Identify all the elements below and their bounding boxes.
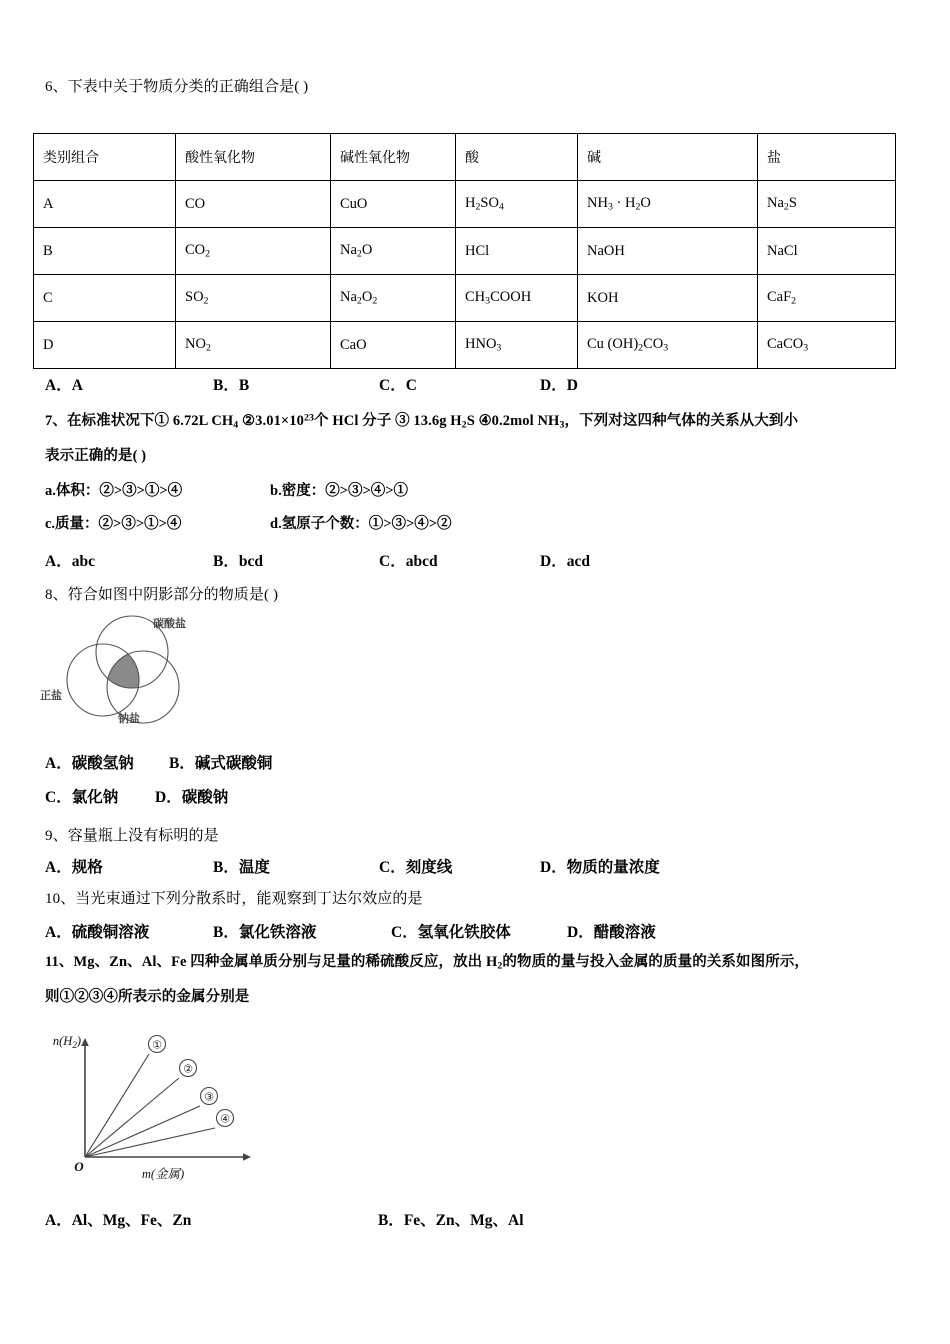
cell-acid: $HNO_3$ bbox=[456, 322, 578, 369]
origin-label: O bbox=[74, 1159, 84, 1174]
question-11-stem-line2: 则①②③④所表示的金属分别是 bbox=[45, 989, 250, 1005]
option-c[interactable]: C．abcd bbox=[379, 553, 438, 570]
option-c[interactable]: C．C bbox=[379, 377, 417, 394]
option-d[interactable]: D．D bbox=[540, 377, 578, 394]
option-b[interactable]: B．碱式碳酸铜 bbox=[169, 755, 273, 772]
table-header-cell: 碱性氧化物 bbox=[331, 134, 456, 181]
row-label: A bbox=[34, 181, 176, 228]
table-row bbox=[34, 181, 896, 228]
x-axis-label: m(金属) bbox=[141, 1167, 185, 1181]
option-a[interactable]: A．规格 bbox=[45, 859, 103, 876]
option-a[interactable]: A．硫酸铜溶液 bbox=[45, 924, 150, 941]
option-d[interactable]: D．acd bbox=[540, 553, 590, 570]
row-label: B bbox=[34, 228, 176, 275]
cell-base-oxide: $Na_2O$ bbox=[331, 228, 456, 275]
cell-base: Cu $(OH)_2CO_3$ bbox=[578, 322, 758, 369]
cell-salt: CaCO$_3$ bbox=[758, 322, 896, 369]
cell-acid: $H_2SO_4$ bbox=[456, 181, 578, 228]
y-axis-label: $n(H_2)$ bbox=[52, 1034, 81, 1050]
venn-label-sodium-salt: 钠盐 bbox=[118, 712, 140, 725]
cell-base-oxide: CuO bbox=[331, 181, 456, 228]
substance-classification-table bbox=[33, 133, 896, 369]
series-label-4: ④ bbox=[220, 1112, 230, 1126]
cell-acid-oxide: $SO_2$ bbox=[176, 275, 331, 322]
option-b[interactable]: B．氯化铁溶液 bbox=[213, 924, 317, 941]
option-a[interactable]: A．abc bbox=[45, 553, 95, 570]
table-header-cell: 类别组合 bbox=[34, 134, 176, 181]
cell-salt: CaF$_2$ bbox=[758, 275, 896, 322]
series-line-4 bbox=[85, 1128, 215, 1157]
option-d[interactable]: D．醋酸溶液 bbox=[567, 924, 656, 941]
question-9-stem: 9、容量瓶上没有标明的是 bbox=[45, 828, 219, 844]
question-7-stem-line1: 7、在标准状况下① 6.72L $CH_4$ $②3.01\times 10^{23}$个 HCl 分子 ③ 13.6g $H_2S$ ④0.2mol $NH_3$，下列对这四种气体的关系从大到小 bbox=[45, 412, 799, 431]
statement-c: c.质量：②>③>①>④ bbox=[45, 516, 182, 532]
question-10-stem: 10、当光束通过下列分散系时，能观察到丁达尔效应的是 bbox=[45, 891, 423, 907]
cell-salt: NaCl bbox=[758, 228, 896, 275]
option-b[interactable]: B．温度 bbox=[213, 859, 270, 876]
series-line-3 bbox=[85, 1106, 200, 1157]
row-label: C bbox=[34, 275, 176, 322]
x-axis-arrow bbox=[243, 1153, 251, 1161]
question-7-stem-line2: 表示正确的是( ) bbox=[45, 448, 147, 464]
option-d[interactable]: D．物质的量浓度 bbox=[540, 859, 660, 876]
series-label-3: ③ bbox=[204, 1090, 214, 1104]
table-header-cell: 盐 bbox=[758, 134, 896, 181]
cell-base: NaOH bbox=[578, 228, 758, 275]
series-line-2 bbox=[85, 1078, 179, 1157]
option-c[interactable]: C．刻度线 bbox=[379, 859, 453, 876]
table-header-cell: 酸性氧化物 bbox=[176, 134, 331, 181]
venn-diagram-figure bbox=[40, 608, 250, 728]
option-a[interactable]: A．碳酸氢钠 bbox=[45, 755, 134, 772]
cell-salt: $Na_2S$ bbox=[758, 181, 896, 228]
cell-acid: HCl bbox=[456, 228, 578, 275]
cell-base: $NH_3 \cdot H_2O$ bbox=[578, 181, 758, 228]
table-header-cell: 酸 bbox=[456, 134, 578, 181]
series-label-2: ② bbox=[183, 1062, 193, 1076]
cell-base-oxide: $Na_2O_2$ bbox=[331, 275, 456, 322]
hydrogen-vs-metal-mass-chart bbox=[45, 1012, 345, 1192]
option-b[interactable]: B．Fe、Zn、Mg、Al bbox=[378, 1212, 524, 1229]
option-d[interactable]: D．碳酸钠 bbox=[155, 789, 229, 806]
series-label-1: ① bbox=[152, 1038, 162, 1052]
statement-b: b.密度：②>③>④>① bbox=[270, 483, 408, 499]
series-line-1 bbox=[85, 1054, 149, 1157]
question-6-stem: 6、下表中关于物质分类的正确组合是( ) bbox=[45, 79, 309, 95]
cell-acid-oxide: $CO_2$ bbox=[176, 228, 331, 275]
cell-base-oxide: CaO bbox=[331, 322, 456, 369]
venn-label-normal-salt: 正盐 bbox=[40, 689, 62, 702]
table-row bbox=[34, 275, 896, 322]
option-b[interactable]: B．B bbox=[213, 377, 250, 394]
statement-d: d.氢原子个数：①>③>④>② bbox=[270, 516, 452, 532]
venn-label-carbonate: 碳酸盐 bbox=[153, 617, 186, 630]
chart-svg bbox=[45, 1012, 345, 1192]
row-label: D bbox=[34, 322, 176, 369]
question-8-stem: 8、符合如图中阴影部分的物质是( ) bbox=[45, 587, 279, 603]
y-axis-arrow bbox=[81, 1038, 89, 1046]
option-a[interactable]: A．A bbox=[45, 377, 83, 394]
table-row bbox=[34, 228, 896, 275]
table-row bbox=[34, 322, 896, 369]
statement-a: a.体积：②>③>①>④ bbox=[45, 483, 183, 499]
cell-acid-oxide: $NO_2$ bbox=[176, 322, 331, 369]
table-header-cell: 碱 bbox=[578, 134, 758, 181]
venn-svg bbox=[40, 608, 250, 728]
table-header-row bbox=[34, 134, 896, 181]
option-a[interactable]: A．Al、Mg、Fe、Zn bbox=[45, 1212, 192, 1229]
question-11-stem-line1: 11、Mg、Zn、Al、Fe 四种金属单质分别与足量的稀硫酸反应，放出 $H_2$的物质的量与投入金属的质量的关系如图所示， bbox=[45, 954, 810, 972]
cell-acid: $CH_3COOH$ bbox=[456, 275, 578, 322]
option-c[interactable]: C．氯化钠 bbox=[45, 789, 119, 806]
cell-acid-oxide: CO bbox=[176, 181, 331, 228]
option-c[interactable]: C．氢氧化铁胶体 bbox=[391, 924, 511, 941]
cell-base: KOH bbox=[578, 275, 758, 322]
option-b[interactable]: B．bcd bbox=[213, 553, 263, 570]
